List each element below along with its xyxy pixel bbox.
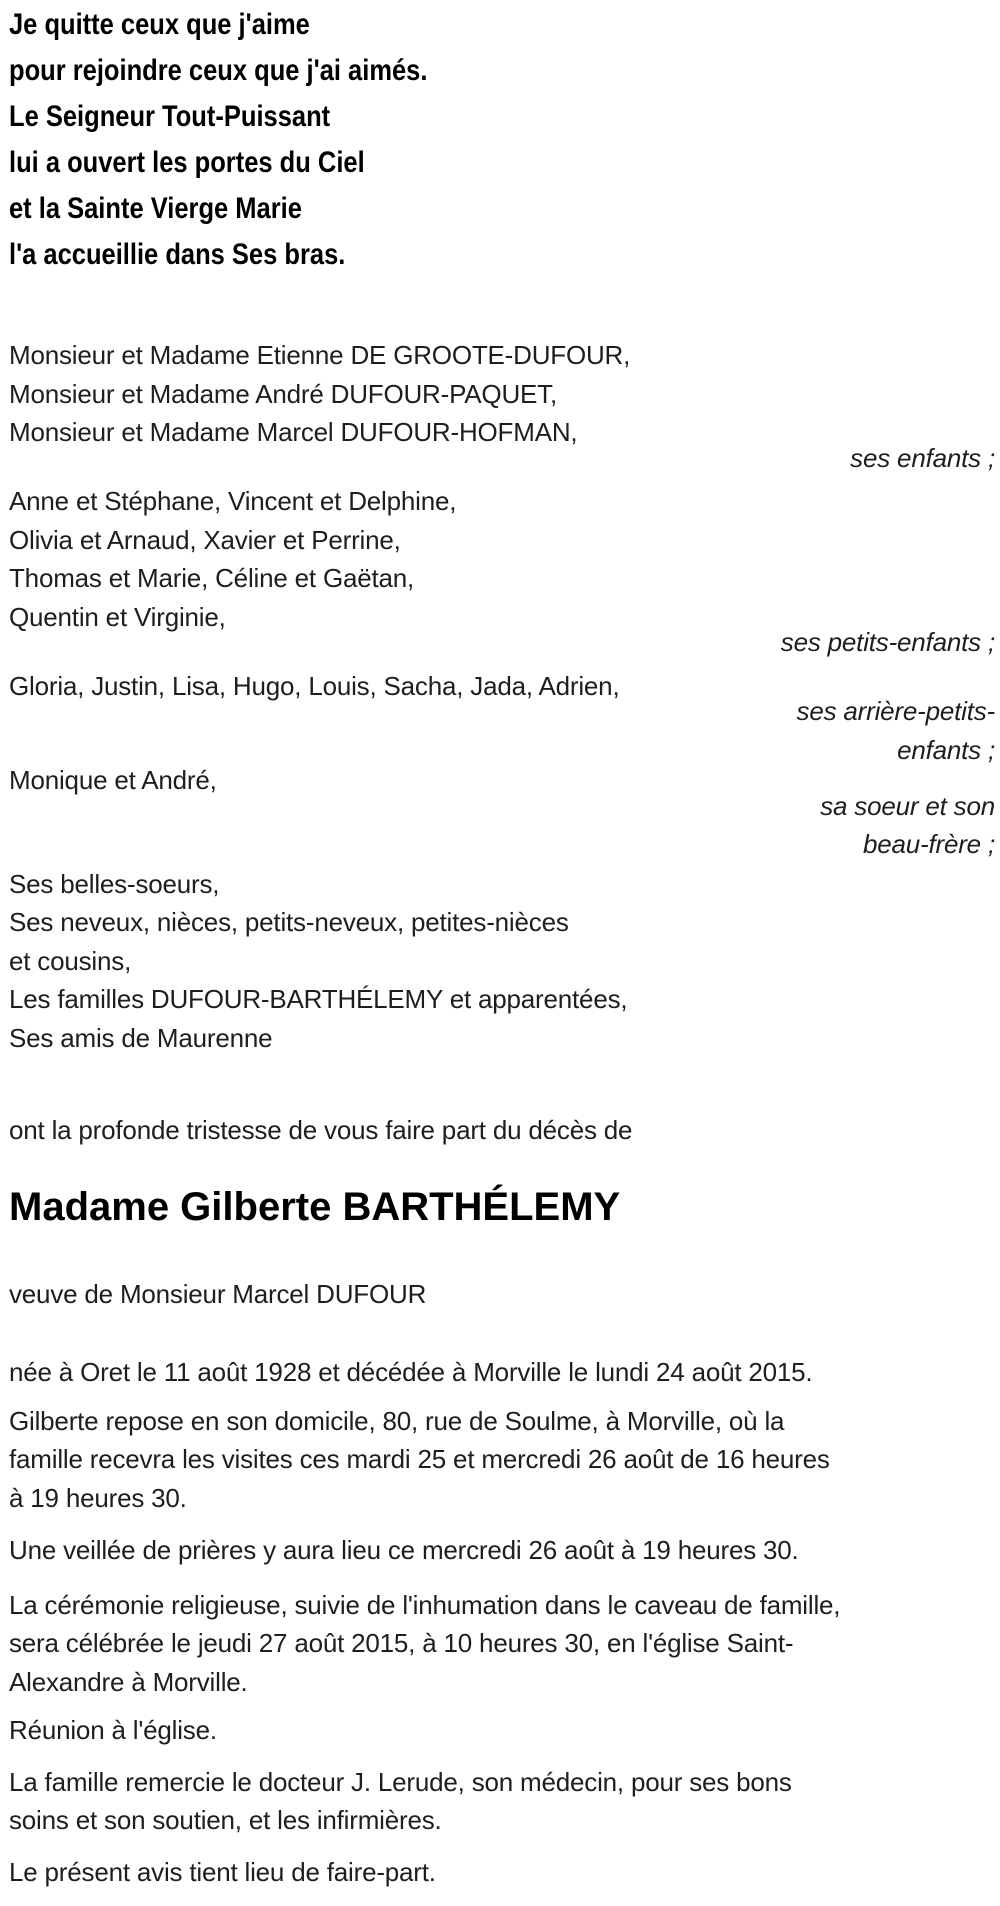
ceremony-line: La cérémonie religieuse, suivie de l'inhumation dans le caveau de famille, xyxy=(9,1589,841,1620)
visits-line: famille recevra les visites ces mardi 25 et mercredi 26 août de 16 heures xyxy=(9,1444,830,1474)
mourner-line: Gloria, Justin, Lisa, Hugo, Louis, Sacha, Jada, Adrien, xyxy=(9,670,620,701)
widow-of-line: veuve de Monsieur Marcel DUFOUR xyxy=(9,1278,427,1309)
mourner-line: Monsieur et Madame Etienne DE GROOTE-DUFOUR, xyxy=(9,340,631,370)
relation-label-great-grandchildren: ses arrière-petits- xyxy=(796,696,995,726)
meeting-line: Réunion à l'église. xyxy=(9,1715,217,1745)
mourner-line: et cousins, xyxy=(9,945,132,976)
epitaph-line: et la Sainte Vierge Marie xyxy=(9,192,302,225)
thanks-line: soins et son soutien, et les infirmières. xyxy=(9,1805,442,1835)
mourner-line: Quentin et Virginie, xyxy=(9,601,226,632)
relation-label-great-grandchildren: enfants ; xyxy=(897,734,995,765)
relation-label-grandchildren: ses petits-enfants ; xyxy=(780,627,995,657)
mourner-line: Ses belles-soeurs, xyxy=(9,868,220,899)
mourner-line: Ses neveux, nièces, petits-neveux, petites-nièces xyxy=(9,907,569,937)
visits-line: à 19 heures 30. xyxy=(9,1482,187,1513)
mourner-line: Monsieur et Madame Marcel DUFOUR-HOFMAN, xyxy=(9,417,578,447)
ceremony-line: sera célébrée le jeudi 27 août 2015, à 10 heures 30, en l'église Saint- xyxy=(9,1628,794,1658)
mourner-line: Olivia et Arnaud, Xavier et Perrine, xyxy=(9,524,401,555)
vigil-line: Une veillée de prières y aura lieu ce mercredi 26 août à 19 heures 30. xyxy=(9,1535,799,1565)
announcement-text: ont la profonde tristesse de vous faire part du décès de xyxy=(9,1115,633,1145)
epitaph-poem xyxy=(9,2,995,278)
mourner-line: Les familles DUFOUR-BARTHÉLEMY et apparentées, xyxy=(9,984,628,1014)
birth-death-line: née à Oret le 11 août 1928 et décédée à Morville le lundi 24 août 2015. xyxy=(9,1357,813,1387)
epitaph-line: Je quitte ceux que j'aime xyxy=(9,8,310,41)
epitaph-line: l'a accueillie dans Ses bras. xyxy=(9,238,346,271)
mourner-line: Monsieur et Madame André DUFOUR-PAQUET, xyxy=(9,378,558,409)
relation-label-sister: sa soeur et son xyxy=(820,790,995,821)
closing-line: Le présent avis tient lieu de faire-part. xyxy=(9,1856,436,1887)
mourner-line: Ses amis de Maurenne xyxy=(9,1022,273,1053)
ceremony-line: Alexandre à Morville. xyxy=(9,1666,248,1697)
epitaph-line: lui a ouvert les portes du Ciel xyxy=(9,146,365,179)
relation-label-children: ses enfants ; xyxy=(850,442,995,473)
visits-line: Gilberte repose en son domicile, 80, rue de Soulme, à Morville, où la xyxy=(9,1405,785,1436)
mourner-line: Thomas et Marie, Céline et Gaëtan, xyxy=(9,563,415,593)
mourner-line: Monique et André, xyxy=(9,765,217,795)
relation-label-sister: beau-frère ; xyxy=(862,829,995,859)
deceased-name: Madame Gilberte BARTHÉLEMY xyxy=(9,1184,621,1229)
epitaph-line: pour rejoindre ceux que j'ai aimés. xyxy=(9,54,428,87)
thanks-line: La famille remercie le docteur J. Lerude, son médecin, pour ses bons xyxy=(9,1766,792,1797)
mourner-line: Anne et Stéphane, Vincent et Delphine, xyxy=(9,486,457,516)
epitaph-line: Le Seigneur Tout-Puissant xyxy=(9,100,331,133)
